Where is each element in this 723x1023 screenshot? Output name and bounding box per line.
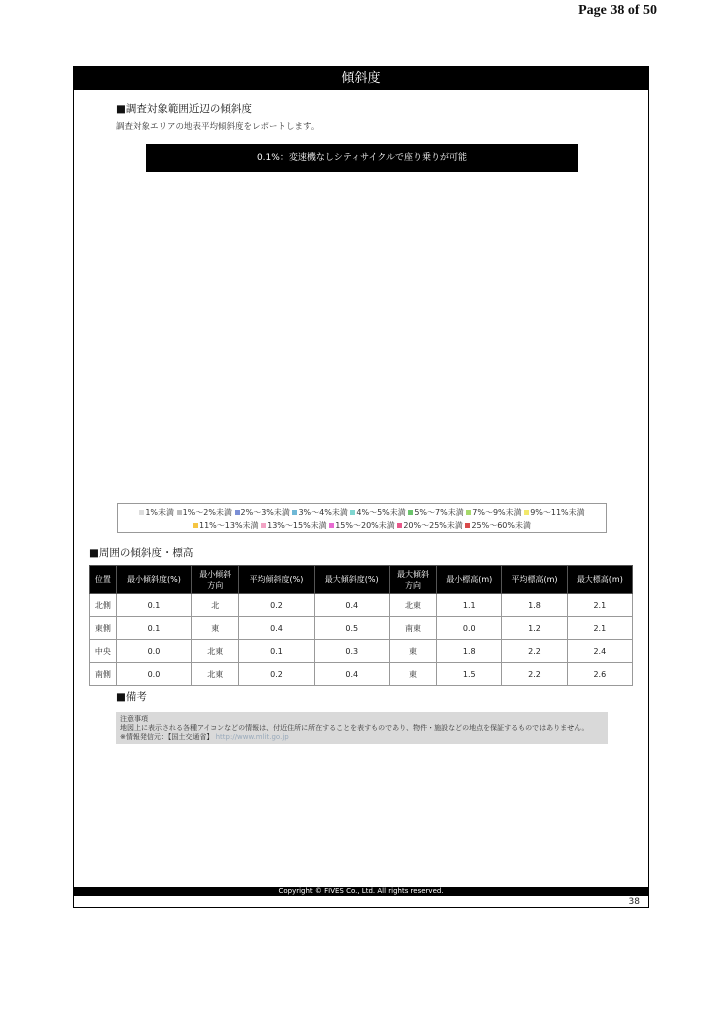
legend-label: 1%～2%未満 <box>182 508 232 517</box>
table-cell: 2.1 <box>567 617 632 640</box>
legend-label: 5%～7%未満 <box>414 508 464 517</box>
table-cell: 0.2 <box>239 594 314 617</box>
table-cell: 北東 <box>192 640 239 663</box>
legend-label: 4%～5%未満 <box>356 508 406 517</box>
legend-item <box>177 508 232 517</box>
table-cell: 北東 <box>192 663 239 686</box>
legend-label: 11%～13%未満 <box>199 521 259 530</box>
legend-label: 25%～60%未満 <box>471 521 531 530</box>
table-cell: 0.1 <box>116 617 191 640</box>
legend-swatch-icon <box>397 523 402 528</box>
table-cell: 0.1 <box>116 594 191 617</box>
legend-item <box>235 508 290 517</box>
table-header-cell: 最小傾斜 方向 <box>192 566 239 594</box>
table-cell: 東 <box>389 663 436 686</box>
table-row <box>90 617 633 640</box>
footer-page-number: 38 <box>628 897 640 907</box>
table-cell: 2.1 <box>567 594 632 617</box>
legend-swatch-icon <box>350 510 355 515</box>
table-cell: 0.0 <box>437 617 502 640</box>
page-counter: Page 38 of 50 <box>578 3 657 18</box>
table-cell: 1.5 <box>437 663 502 686</box>
legend-swatch-icon <box>235 510 240 515</box>
table-cell: 0.4 <box>239 617 314 640</box>
legend-swatch-icon <box>524 510 529 515</box>
table-header-cell: 平均標高(m) <box>502 566 567 594</box>
legend-item <box>465 521 531 530</box>
legend-item <box>466 508 521 517</box>
table-cell: 0.0 <box>116 640 191 663</box>
table-row <box>90 663 633 686</box>
note-text: 地図上に表示される各種アイコンなどの情報は、付近住所に所在することを表すものであり、物件・施設などの地点を保証するものではありません。 <box>120 724 589 732</box>
table-cell: 0.5 <box>314 617 389 640</box>
table-cell: 東 <box>192 617 239 640</box>
table-header-cell: 最小傾斜度(%) <box>116 566 191 594</box>
legend-swatch-icon <box>193 523 198 528</box>
legend-label: 3%～4%未満 <box>298 508 348 517</box>
legend-swatch-icon <box>465 523 470 528</box>
legend-swatch-icon <box>261 523 266 528</box>
table-cell: 0.2 <box>239 663 314 686</box>
slope-result-banner: 0.1%：変速機なしシティサイクルで座り乗りが可能 <box>146 144 578 172</box>
source-link[interactable]: http://www.mlit.go.jp <box>215 733 289 741</box>
legend-swatch-icon <box>139 510 144 515</box>
table-header-cell: 最大傾斜 方向 <box>389 566 436 594</box>
table-cell: 0.3 <box>314 640 389 663</box>
table-cell: 中央 <box>90 640 117 663</box>
legend-item <box>329 521 395 530</box>
table-cell: 1.1 <box>437 594 502 617</box>
table-cell: 北側 <box>90 594 117 617</box>
legend-swatch-icon <box>292 510 297 515</box>
legend-swatch-icon <box>408 510 413 515</box>
slope-section-description: 調査対象エリアの地表平均傾斜度をレポートします。 <box>116 122 320 132</box>
legend-swatch-icon <box>177 510 182 515</box>
legend-item <box>408 508 463 517</box>
legend-label: 15%～20%未満 <box>335 521 395 530</box>
table-cell: 2.6 <box>567 663 632 686</box>
table-header-row <box>90 566 633 594</box>
slope-elevation-table <box>89 565 633 686</box>
legend-label: 1%未満 <box>145 508 175 517</box>
remarks-box <box>116 712 608 744</box>
copyright-bar: Copyright © FIVES Co., Ltd. All rights reserved. <box>74 887 648 896</box>
table-cell: 北 <box>192 594 239 617</box>
legend-label: 9%～11%未満 <box>530 508 585 517</box>
legend-item <box>350 508 405 517</box>
table-cell: 0.4 <box>314 594 389 617</box>
table-cell: 2.2 <box>502 663 567 686</box>
table-cell: 北東 <box>389 594 436 617</box>
table-header-cell: 平均傾斜度(%) <box>239 566 314 594</box>
table-row <box>90 594 633 617</box>
table-cell: 1.8 <box>437 640 502 663</box>
table-cell: 南東 <box>389 617 436 640</box>
legend-label: 2%～3%未満 <box>240 508 290 517</box>
table-cell: 東側 <box>90 617 117 640</box>
table-cell: 0.1 <box>239 640 314 663</box>
legend-swatch-icon <box>466 510 471 515</box>
legend-item <box>397 521 463 530</box>
table-cell: 0.0 <box>116 663 191 686</box>
source-label: ※情報発信元：【国土交通省】 <box>120 733 214 741</box>
table-cell: 1.2 <box>502 617 567 640</box>
table-row <box>90 640 633 663</box>
legend-label: 20%～25%未満 <box>403 521 463 530</box>
legend-swatch-icon <box>329 523 334 528</box>
table-cell: 0.4 <box>314 663 389 686</box>
table-cell: 2.4 <box>567 640 632 663</box>
table-cell: 東 <box>389 640 436 663</box>
slope-legend <box>117 503 607 533</box>
legend-label: 7%～9%未満 <box>472 508 522 517</box>
table-header-cell: 位置 <box>90 566 117 594</box>
table-header-cell: 最大標高(m) <box>567 566 632 594</box>
page-title: 傾斜度 <box>74 67 648 90</box>
table-cell: 1.8 <box>502 594 567 617</box>
note-heading: 注意事項 <box>120 715 148 723</box>
remarks-section-title: ■備考 <box>116 691 147 703</box>
legend-item <box>139 508 174 517</box>
surrounding-section-title: ■周囲の傾斜度・標高 <box>89 547 194 559</box>
table-cell: 南側 <box>90 663 117 686</box>
slope-section-title: ■調査対象範囲近辺の傾斜度 <box>116 103 252 115</box>
report-page <box>73 66 649 908</box>
table-cell: 2.2 <box>502 640 567 663</box>
legend-item <box>292 508 347 517</box>
legend-item <box>193 521 259 530</box>
legend-item <box>524 508 584 517</box>
source-line <box>120 733 604 742</box>
table-header-cell: 最大傾斜度(%) <box>314 566 389 594</box>
table-header-cell: 最小標高(m) <box>437 566 502 594</box>
legend-label: 13%～15%未満 <box>267 521 327 530</box>
legend-item <box>261 521 327 530</box>
